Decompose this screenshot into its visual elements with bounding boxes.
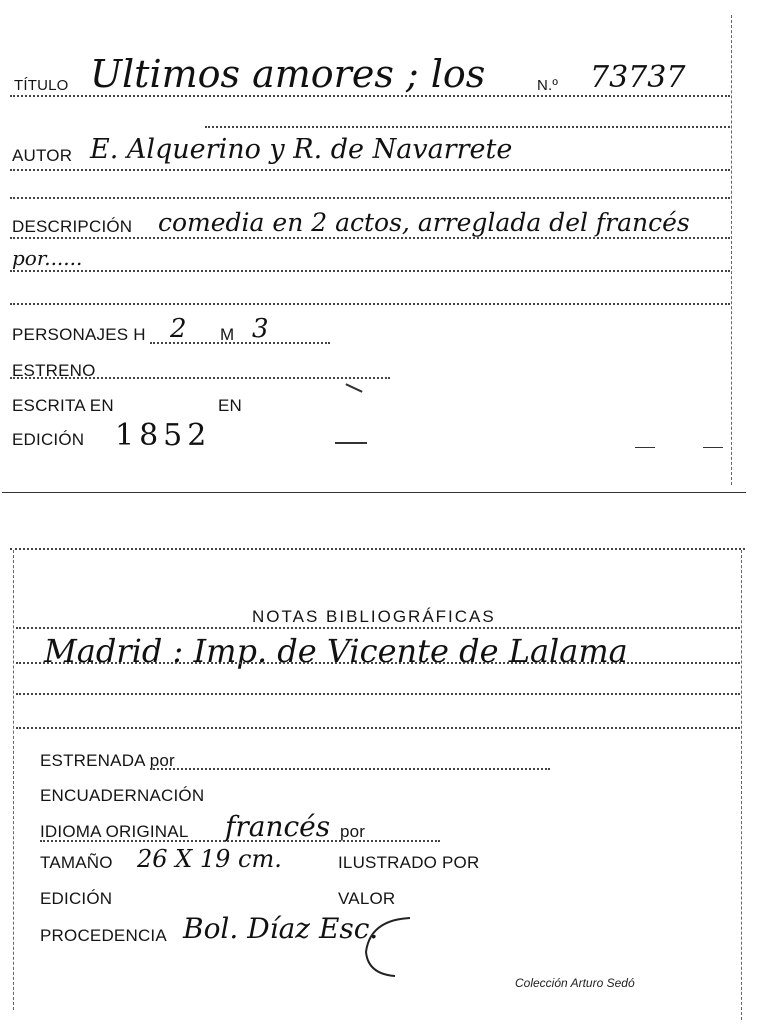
notas-line-4 <box>16 727 740 729</box>
card2-right-edge <box>741 550 742 1020</box>
autor-value: E. Alquerino y R. de Navarrete <box>90 134 513 165</box>
idioma-value: francés <box>225 810 331 843</box>
edicion-value: 1852 <box>115 418 212 453</box>
personajes-m-label: M <box>220 325 235 344</box>
procedencia-value: Bol. Díaz Esc. <box>183 912 379 945</box>
estrenada-label: ESTRENADA por <box>40 751 175 770</box>
idioma-label: IDIOMA ORIGINAL <box>40 822 189 841</box>
titulo-label: TÍTULO <box>14 77 69 94</box>
descripcion-value-2: por...... <box>12 246 83 270</box>
tamano-value: 26 X 19 cm. <box>137 845 282 873</box>
notas-value: Madrid : Imp. de Vicente de Lalama <box>44 632 628 670</box>
notas-label: NOTAS BIBLIOGRÁFICAS <box>252 607 496 626</box>
numero-value: 73737 <box>590 60 686 95</box>
collection-credit: Colección Arturo Sedó <box>515 976 635 990</box>
autor-label: AUTOR <box>12 146 73 165</box>
ilustrado-label: ILUSTRADO POR <box>338 853 480 872</box>
numero-label: N.º <box>537 77 559 94</box>
idioma-line <box>40 840 440 842</box>
estreno-label: ESTRENO <box>12 361 96 380</box>
personajes-h-value: 2 <box>170 314 187 344</box>
notas-line-3 <box>16 693 740 695</box>
stamp-mark <box>360 912 420 982</box>
card2-left-edge <box>13 550 14 1010</box>
descripcion-label: DESCRIPCIÓN <box>12 217 133 236</box>
tamano-label: TAMAÑO <box>40 853 113 872</box>
en-label: EN <box>218 396 243 415</box>
estrenada-line <box>150 768 550 770</box>
personajes-label: PERSONAJES H <box>12 325 146 344</box>
edicion-label: EDICIÓN <box>12 430 85 449</box>
notas-line <box>16 627 740 629</box>
valor-label: VALOR <box>338 889 396 908</box>
escrita-label: ESCRITA EN <box>12 396 114 415</box>
encuadernacion-label: ENCUADERNACIÓN <box>40 786 205 805</box>
titulo-value: Ultimos amores ; los <box>90 52 486 96</box>
descripcion-value: comedia en 2 actos, arreglada del francés <box>158 208 690 237</box>
procedencia-label: PROCEDENCIA <box>40 926 167 945</box>
card2-top-line <box>10 548 745 550</box>
personajes-m-value: 3 <box>252 314 269 344</box>
por-label: por <box>340 822 366 841</box>
notas-line-2 <box>16 662 740 664</box>
edicion2-label: EDICIÓN <box>40 889 113 908</box>
